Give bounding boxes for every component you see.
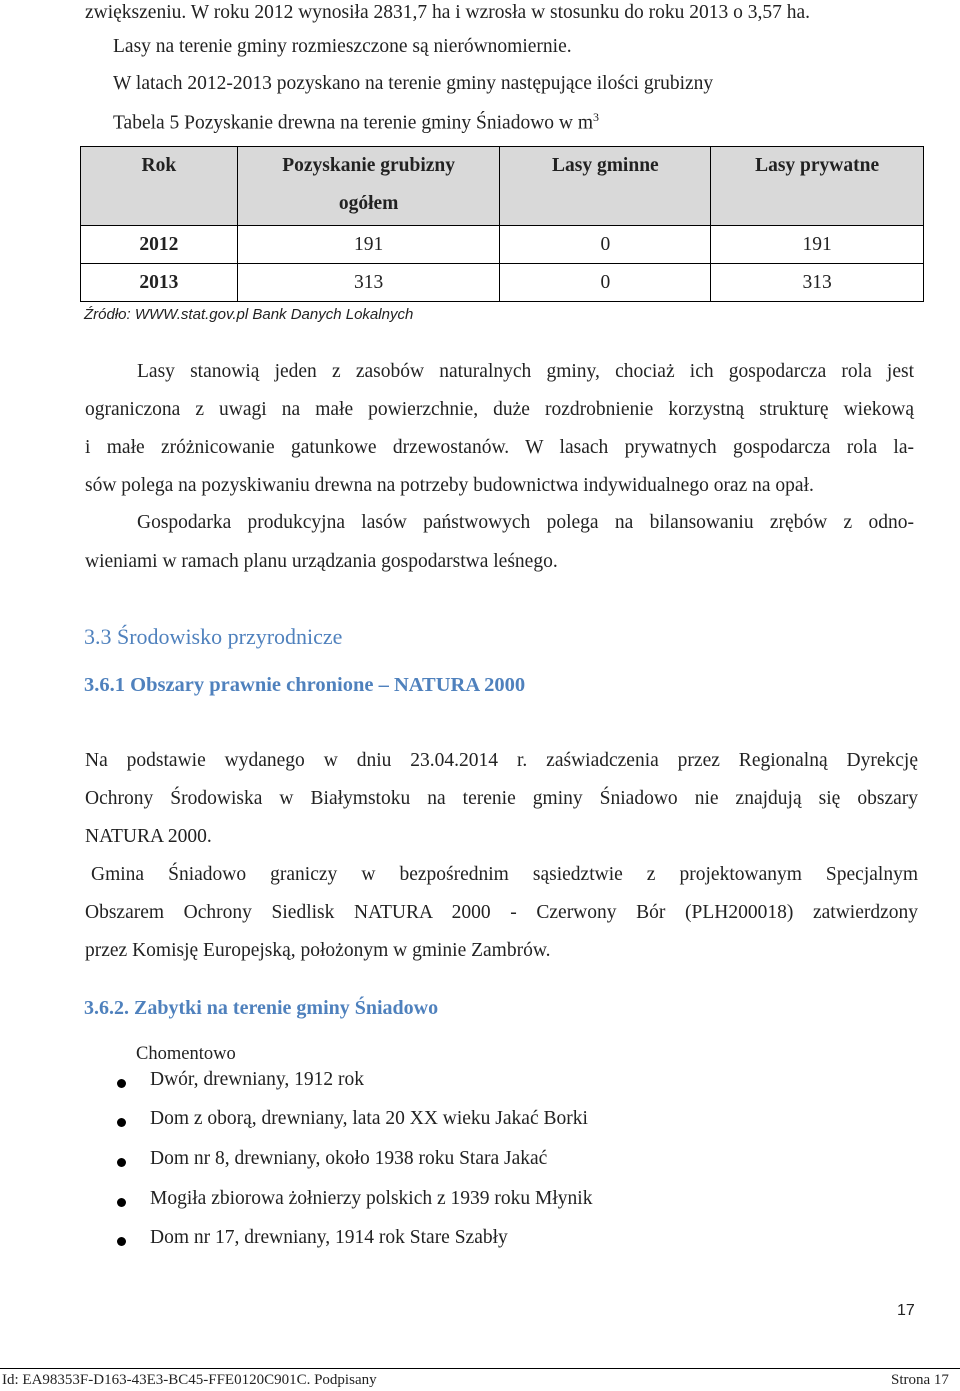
paragraph-line: Na podstawie wydanego w dniu 23.04.2014 r. zaświadczenia przez Regionalną Dyrekcję xyxy=(85,750,918,771)
bullet-icon xyxy=(117,1079,126,1088)
list-item-text: Dom nr 8, drewniany, około 1938 roku Stara Jakać xyxy=(150,1148,548,1169)
bullet-icon xyxy=(117,1158,126,1167)
cell-rok: 2013 xyxy=(81,264,238,302)
cell-prywatne: 313 xyxy=(711,264,924,302)
paragraph-line: przez Komisję Europejską, położonym w gminie Zambrów. xyxy=(85,940,551,961)
cell-gminne: 0 xyxy=(500,226,711,264)
paragraph-line: sów polega na pozyskiwaniu drewna na potrzeby budownictwa indywidualnego oraz na opał. xyxy=(85,475,814,496)
paragraph-line: Ochrony Środowiska w Białymstoku na terenie gminy Śniadowo nie znajdują się obszary xyxy=(85,788,918,809)
paragraph-line: NATURA 2000. xyxy=(85,826,212,847)
paragraph-line: Obszarem Ochrony Siedlisk NATURA 2000 - Czerwony Bór (PLH200018) zatwierdzony xyxy=(85,902,918,923)
bullet-icon xyxy=(117,1118,126,1127)
table-row xyxy=(81,226,924,264)
paragraph-line: Gospodarka produkcyjna lasów państwowych polega na bilansowaniu zrębów z odno- xyxy=(137,512,914,533)
monuments-location: Chomentowo xyxy=(136,1044,236,1064)
cell-rok: 2012 xyxy=(81,226,238,264)
header-lasy-prywatne: Lasy prywatne xyxy=(711,147,924,226)
text-line: W latach 2012-2013 pozyskano na terenie gminy następujące ilości grubizny xyxy=(113,73,714,94)
footer-page-label: Strona 17 xyxy=(891,1372,949,1388)
cell-prywatne: 191 xyxy=(711,226,924,264)
table-row xyxy=(81,264,924,302)
section-heading-3-3: 3.3 Środowisko przyrodnicze xyxy=(84,624,343,649)
header-pozyskanie: Pozyskanie grubizny ogółem xyxy=(237,147,500,226)
text-line: Lasy na terenie gminy rozmieszczone są nierównomiernie. xyxy=(113,36,572,57)
section-heading-3-6-1: 3.6.1 Obszary prawnie chronione – NATURA 2000 xyxy=(84,674,526,696)
paragraph-line: ograniczona z uwagi na małe powierzchnie, duże rozdrobnienie korzystną strukturę wiekową xyxy=(85,399,914,420)
list-item-text: Dwór, drewniany, 1912 rok xyxy=(150,1069,365,1090)
list-item-text: Mogiła zbiorowa żołnierzy polskich z 1939 roku Młynik xyxy=(150,1188,593,1209)
list-item-text: Dom z oborą, drewniany, lata 20 XX wieku Jakać Borki xyxy=(150,1108,588,1129)
cell-ogolem: 313 xyxy=(237,264,500,302)
paragraph-line: Gmina Śniadowo graniczy w bezpośrednim sąsiedztwie z projektowanym Specjalnym xyxy=(91,864,918,885)
cell-ogolem: 191 xyxy=(237,226,500,264)
bullet-icon xyxy=(117,1198,126,1207)
list-item-text: Dom nr 17, drewniany, 1914 rok Stare Szabły xyxy=(150,1227,508,1248)
section-heading-3-6-2: 3.6.2. Zabytki na terenie gminy Śniadowo xyxy=(84,997,439,1019)
footer-id: Id: EA98353F-D163-43E3-BC45-FFE0120C901C. Podpisany xyxy=(2,1372,377,1388)
header-lasy-gminne: Lasy gminne xyxy=(500,147,711,226)
harvest-table xyxy=(80,146,924,302)
table-header-row xyxy=(81,147,924,226)
paragraph-line: Lasy stanowią jeden z zasobów naturalnych gminy, chociaż ich gospodarcza rola jest xyxy=(137,361,914,382)
footer-divider xyxy=(0,1368,960,1369)
paragraph-line: wieniami w ramach planu urządzania gospodarstwa leśnego. xyxy=(85,551,558,572)
table-caption: Tabela 5 Pozyskanie drewna na terenie gminy Śniadowo w $m^3$ xyxy=(113,110,600,134)
bullet-icon xyxy=(117,1237,126,1246)
header-rok: Rok xyxy=(81,147,238,226)
paragraph-line: i małe zróżnicowanie gatunkowe drzewostanów. W lasach prywatnych gospodarcza rola la- xyxy=(85,437,914,458)
page-number: 17 xyxy=(897,1302,915,1319)
cell-gminne: 0 xyxy=(500,264,711,302)
text-line: zwiększeniu. W roku 2012 wynosiła 2831,7 ha i wzrosła w stosunku do roku 2013 o 3,57 ha. xyxy=(85,2,811,23)
table-source: Źródło: WWW.stat.gov.pl Bank Danych Lokalnych xyxy=(84,306,414,323)
